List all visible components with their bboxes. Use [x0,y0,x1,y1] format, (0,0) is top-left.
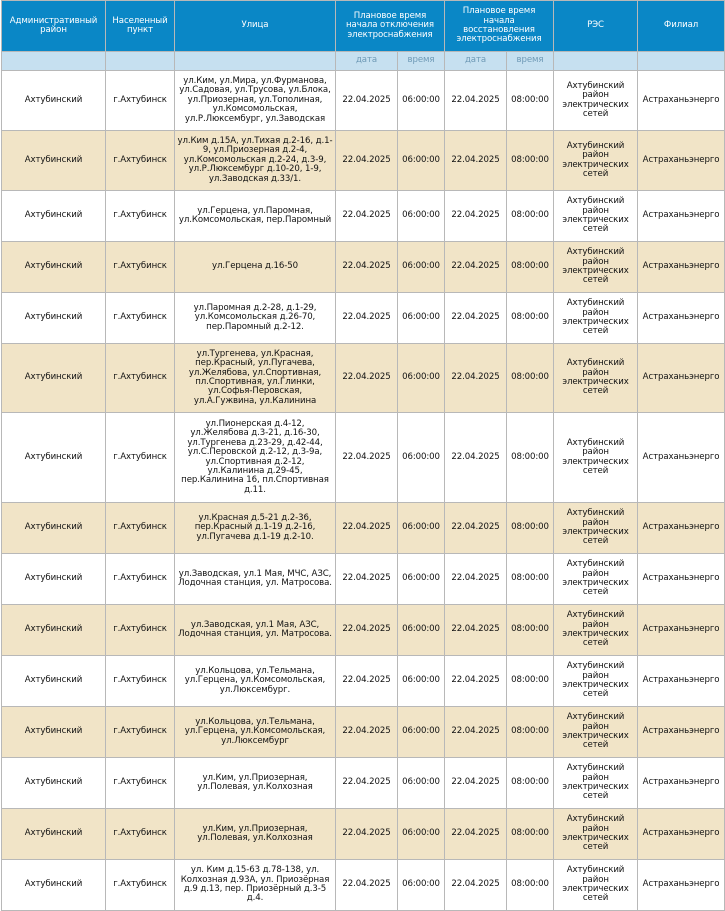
cell-off-time: 06:00:00 [398,554,445,605]
subheader-empty [554,52,638,71]
cell-off-time: 06:00:00 [398,293,445,344]
cell-branch: Астраханьэнерго [638,554,725,605]
cell-off-time: 06:00:00 [398,758,445,809]
cell-street: ул.Ким, ул.Приозерная, ул.Полевая, ул.Колхозная [175,809,336,860]
cell-res: Ахтубинский район электрических сетей [554,707,638,758]
cell-on-date: 22.04.2025 [445,503,507,554]
cell-on-date: 22.04.2025 [445,656,507,707]
cell-locality: г.Ахтубинск [106,503,175,554]
table-row [2,503,725,554]
cell-on-time: 08:00:00 [507,758,554,809]
table-row [2,809,725,860]
cell-district: Ахтубинский [2,707,106,758]
header-off-time: Плановое время начала отключения электроснабжения [336,1,445,52]
cell-district: Ахтубинский [2,860,106,911]
cell-res: Ахтубинский район электрических сетей [554,413,638,503]
subheader-off-time: время [398,52,445,71]
cell-street: ул.Герцена д.16-50 [175,242,336,293]
cell-on-time: 08:00:00 [507,242,554,293]
cell-street: ул. Ким д.15-63 д.78-138, ул. Колхозная д.93А, ул. Приозёрная д.9 д.13, пер. Приозёрный д.3-5 д.4. [175,860,336,911]
cell-branch: Астраханьэнерго [638,71,725,131]
cell-res: Ахтубинский район электрических сетей [554,656,638,707]
cell-branch: Астраханьэнерго [638,758,725,809]
cell-branch: Астраханьэнерго [638,860,725,911]
cell-off-date: 22.04.2025 [336,860,398,911]
cell-branch: Астраханьэнерго [638,707,725,758]
subheader-off-date: дата [336,52,398,71]
table-row [2,344,725,413]
cell-off-date: 22.04.2025 [336,131,398,191]
cell-district: Ахтубинский [2,71,106,131]
cell-district: Ахтубинский [2,656,106,707]
cell-locality: г.Ахтубинск [106,605,175,656]
cell-res: Ахтубинский район электрических сетей [554,503,638,554]
cell-district: Ахтубинский [2,413,106,503]
cell-on-time: 08:00:00 [507,656,554,707]
header-street: Улица [175,1,336,52]
cell-res: Ахтубинский район электрических сетей [554,191,638,242]
cell-on-date: 22.04.2025 [445,758,507,809]
cell-branch: Астраханьэнерго [638,242,725,293]
cell-locality: г.Ахтубинск [106,344,175,413]
subheader-on-time: время [507,52,554,71]
cell-res: Ахтубинский район электрических сетей [554,605,638,656]
table-body [2,71,725,911]
cell-branch: Астраханьэнерго [638,131,725,191]
cell-street: ул.Красная д.5-21 д.2-36, пер.Красный д.1-19 д.2-16, ул.Пугачева д.1-19 д.2-10. [175,503,336,554]
cell-off-time: 06:00:00 [398,344,445,413]
cell-res: Ахтубинский район электрических сетей [554,71,638,131]
cell-on-time: 08:00:00 [507,344,554,413]
cell-street: ул.Ким, ул.Приозерная, ул.Полевая, ул.Колхозная [175,758,336,809]
cell-off-date: 22.04.2025 [336,503,398,554]
cell-off-date: 22.04.2025 [336,293,398,344]
cell-on-date: 22.04.2025 [445,71,507,131]
cell-locality: г.Ахтубинск [106,809,175,860]
cell-res: Ахтубинский район электрических сетей [554,758,638,809]
cell-locality: г.Ахтубинск [106,242,175,293]
cell-on-date: 22.04.2025 [445,605,507,656]
cell-on-date: 22.04.2025 [445,344,507,413]
table-row [2,656,725,707]
cell-locality: г.Ахтубинск [106,554,175,605]
cell-branch: Астраханьэнерго [638,191,725,242]
cell-locality: г.Ахтубинск [106,131,175,191]
cell-locality: г.Ахтубинск [106,656,175,707]
cell-street: ул.Ким, ул.Мира, ул.Фурманова, ул.Садовая, ул.Трусова, ул.Блока, ул.Приозерная, ул.Тополиная, ул.Комсомольская, ул.Р.Люксембург, ул.Заводская [175,71,336,131]
cell-street: ул.Пионерская д.4-12, ул.Желябова д.3-21, д.16-30, ул.Тургенева д.23-29, д.42-44, ул.С.Перовской д.2-12, д.3-9а, ул.Спортивная д.2-12, ул.Калинина д.29-45, пер.Калинина 16, пл.Спортивная д.11. [175,413,336,503]
cell-on-date: 22.04.2025 [445,191,507,242]
table-row [2,191,725,242]
cell-off-time: 06:00:00 [398,707,445,758]
cell-res: Ахтубинский район электрических сетей [554,554,638,605]
cell-off-time: 06:00:00 [398,860,445,911]
header-res: РЭС [554,1,638,52]
cell-off-time: 06:00:00 [398,191,445,242]
subheader-row [2,52,725,71]
cell-on-date: 22.04.2025 [445,242,507,293]
cell-on-date: 22.04.2025 [445,809,507,860]
cell-off-time: 06:00:00 [398,656,445,707]
cell-locality: г.Ахтубинск [106,758,175,809]
cell-off-date: 22.04.2025 [336,758,398,809]
table-row [2,605,725,656]
cell-district: Ахтубинский [2,191,106,242]
cell-on-time: 08:00:00 [507,707,554,758]
header-on-time: Плановое время начала восстановления электроснабжения [445,1,554,52]
header-row [2,1,725,52]
cell-off-date: 22.04.2025 [336,191,398,242]
cell-branch: Астраханьэнерго [638,605,725,656]
cell-res: Ахтубинский район электрических сетей [554,242,638,293]
subheader-empty [175,52,336,71]
cell-res: Ахтубинский район электрических сетей [554,293,638,344]
header-branch: Филиал [638,1,725,52]
header-locality: Населенный пункт [106,1,175,52]
cell-district: Ахтубинский [2,344,106,413]
cell-off-time: 06:00:00 [398,413,445,503]
cell-branch: Астраханьэнерго [638,809,725,860]
cell-on-time: 08:00:00 [507,605,554,656]
table-row [2,707,725,758]
cell-street: ул.Ким д.15А, ул.Тихая д.2-16, д.1-9, ул.Приозерная д.2-4, ул.Комсомольская д.2-24, д.3-9, ул.Р.Люксембург д.10-20, 1-9, ул.Заводская д.33/1. [175,131,336,191]
cell-branch: Астраханьэнерго [638,344,725,413]
cell-street: ул.Кольцова, ул.Тельмана, ул.Герцена, ул.Комсомольская, ул.Люксембург. [175,656,336,707]
table-row [2,554,725,605]
cell-district: Ахтубинский [2,131,106,191]
cell-street: ул.Заводская, ул.1 Мая, АЗС, Лодочная станция, ул. Матросова. [175,605,336,656]
cell-on-date: 22.04.2025 [445,413,507,503]
cell-street: ул.Заводская, ул.1 Мая, МЧС, АЗС, Лодочная станция, ул. Матросова. [175,554,336,605]
table-row [2,860,725,911]
subheader-empty [2,52,106,71]
cell-off-time: 06:00:00 [398,131,445,191]
cell-district: Ахтубинский [2,809,106,860]
cell-district: Ахтубинский [2,293,106,344]
table-row [2,242,725,293]
cell-on-time: 08:00:00 [507,413,554,503]
cell-locality: г.Ахтубинск [106,191,175,242]
cell-off-time: 06:00:00 [398,809,445,860]
cell-off-date: 22.04.2025 [336,413,398,503]
cell-locality: г.Ахтубинск [106,293,175,344]
cell-locality: г.Ахтубинск [106,413,175,503]
cell-street: ул.Тургенева, ул.Красная, пер.Красный, ул.Пугачева, ул.Желябова, ул.Спортивная, пл.Спортивная, ул.Глинки, ул.Софья-Перовская, ул.А.Гужвина, ул.Калинина [175,344,336,413]
cell-on-time: 08:00:00 [507,293,554,344]
cell-on-time: 08:00:00 [507,860,554,911]
cell-off-date: 22.04.2025 [336,71,398,131]
table-row [2,71,725,131]
cell-branch: Астраханьэнерго [638,503,725,554]
cell-off-date: 22.04.2025 [336,605,398,656]
cell-on-date: 22.04.2025 [445,293,507,344]
cell-res: Ахтубинский район электрических сетей [554,860,638,911]
cell-district: Ахтубинский [2,554,106,605]
outage-table [1,0,725,911]
cell-district: Ахтубинский [2,758,106,809]
cell-on-time: 08:00:00 [507,809,554,860]
cell-off-date: 22.04.2025 [336,656,398,707]
cell-branch: Астраханьэнерго [638,656,725,707]
cell-res: Ахтубинский район электрических сетей [554,809,638,860]
cell-on-date: 22.04.2025 [445,707,507,758]
cell-off-time: 06:00:00 [398,605,445,656]
cell-street: ул.Кольцова, ул.Тельмана, ул.Герцена, ул.Комсомольская, ул.Люксембург [175,707,336,758]
table-row [2,413,725,503]
cell-off-date: 22.04.2025 [336,242,398,293]
cell-district: Ахтубинский [2,605,106,656]
cell-street: ул.Паромная д.2-28, д.1-29, ул.Комсомольская д.26-70, пер.Паромный д.2-12. [175,293,336,344]
cell-off-time: 06:00:00 [398,242,445,293]
cell-locality: г.Ахтубинск [106,860,175,911]
cell-on-date: 22.04.2025 [445,860,507,911]
cell-branch: Астраханьэнерго [638,293,725,344]
table-row [2,293,725,344]
cell-off-time: 06:00:00 [398,503,445,554]
cell-off-date: 22.04.2025 [336,809,398,860]
subheader-on-date: дата [445,52,507,71]
cell-on-date: 22.04.2025 [445,131,507,191]
cell-off-date: 22.04.2025 [336,554,398,605]
cell-on-time: 08:00:00 [507,131,554,191]
cell-locality: г.Ахтубинск [106,707,175,758]
cell-on-date: 22.04.2025 [445,554,507,605]
cell-locality: г.Ахтубинск [106,71,175,131]
cell-street: ул.Герцена, ул.Паромная, ул.Комсомольская, пер.Паромный [175,191,336,242]
cell-on-time: 08:00:00 [507,71,554,131]
cell-off-date: 22.04.2025 [336,707,398,758]
table-row [2,758,725,809]
cell-district: Ахтубинский [2,242,106,293]
table-row [2,131,725,191]
cell-res: Ахтубинский район электрических сетей [554,131,638,191]
header-district: Административный район [2,1,106,52]
cell-on-time: 08:00:00 [507,503,554,554]
cell-off-time: 06:00:00 [398,71,445,131]
cell-district: Ахтубинский [2,503,106,554]
cell-on-time: 08:00:00 [507,554,554,605]
cell-on-time: 08:00:00 [507,191,554,242]
cell-branch: Астраханьэнерго [638,413,725,503]
cell-off-date: 22.04.2025 [336,344,398,413]
subheader-empty [106,52,175,71]
subheader-empty [638,52,725,71]
cell-res: Ахтубинский район электрических сетей [554,344,638,413]
